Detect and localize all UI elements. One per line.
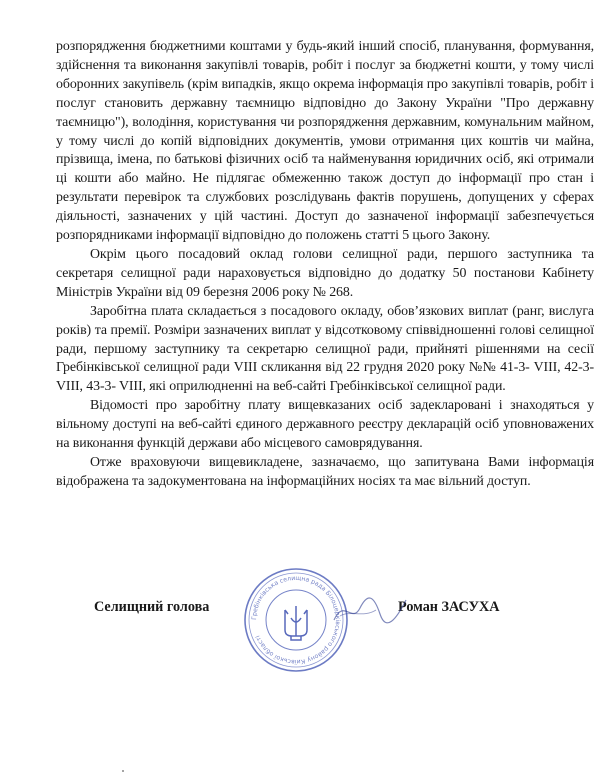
paragraph-3: Заробітна плата складається з посадового окладу, обов’язкових виплат (ранг, вислуга років) та премії. Розміри зазначених виплат у відсотковому співвідношенні голові селищної ради, першому заступнику та секретарю селищної ради, прийняті рішеннями на сесії Гребінківської селищної ради VIII скликання від 22 грудня 2020 року №№ 41-3- VIII, 42-3- VIII, 43-3- VIII, які оприлюдненні на веб-сайті Гребінківської селищної ради. (56, 303, 594, 395)
seal-ring-text: Гребінківська селищна рада Білоцерківського району Київської області (250, 574, 342, 666)
paragraph-2: Окрім цього посадовий оклад голови селищної ради, першого заступника та секретаря селищної ради нараховується відповідно до додатку 50 постанови Кабінету Міністрів України від 09 березня 2006 року № 268. (56, 246, 594, 300)
document-body (56, 38, 594, 492)
paragraph-5: Отже враховуючи вищевикладене, зазначаємо, що запитувана Вами інформація відображена та задокументована на інформаційних носіях та має вільний доступ. (56, 454, 594, 489)
paragraph-4: Відомості про заробітну плату вищевказаних осіб задекларовані і знаходяться у вільному доступі на веб-сайті єдиного державного реєстру декларацій осіб уповноважених на виконання функцій держави або місцевого самоврядування. (56, 398, 594, 452)
signatory-title: Селищний голова (94, 599, 210, 615)
scan-speck (122, 770, 124, 772)
paragraph-1: розпорядження бюджетними коштами у будь-який інший спосіб, планування, формування, здійснення та виконання закупівлі товарів, робіт і послуг за бюджетні кошти, у тому числі оборонних закупівель (крім випадків, якщо окрема інформація про закупівлі товарів, робіт і послуг становить державну таємницю відповідно до Закону України "Про державну таємницю"), володіння, користування чи розпорядження державним, комунальним майном, у тому числі до копій відповідних документів, умови отримання цих коштів чи майна, прізвища, імена, по батькові фізичних осіб та найменування юридичних осіб, які отримали ці кошти або майно. Не підлягає обмеженню також доступ до інформації про стан і результати перевірок та службових розслідувань фактів порушень, допущених у сферах діяльності, зазначених у цій частині. Доступ до зазначеної інформації забезпечується розпорядниками інформації відповідно до положень статті 5 цього Закону. (56, 39, 594, 244)
handwritten-signature-icon (330, 590, 410, 630)
signatory-name: Роман ЗАСУХА (398, 599, 500, 615)
